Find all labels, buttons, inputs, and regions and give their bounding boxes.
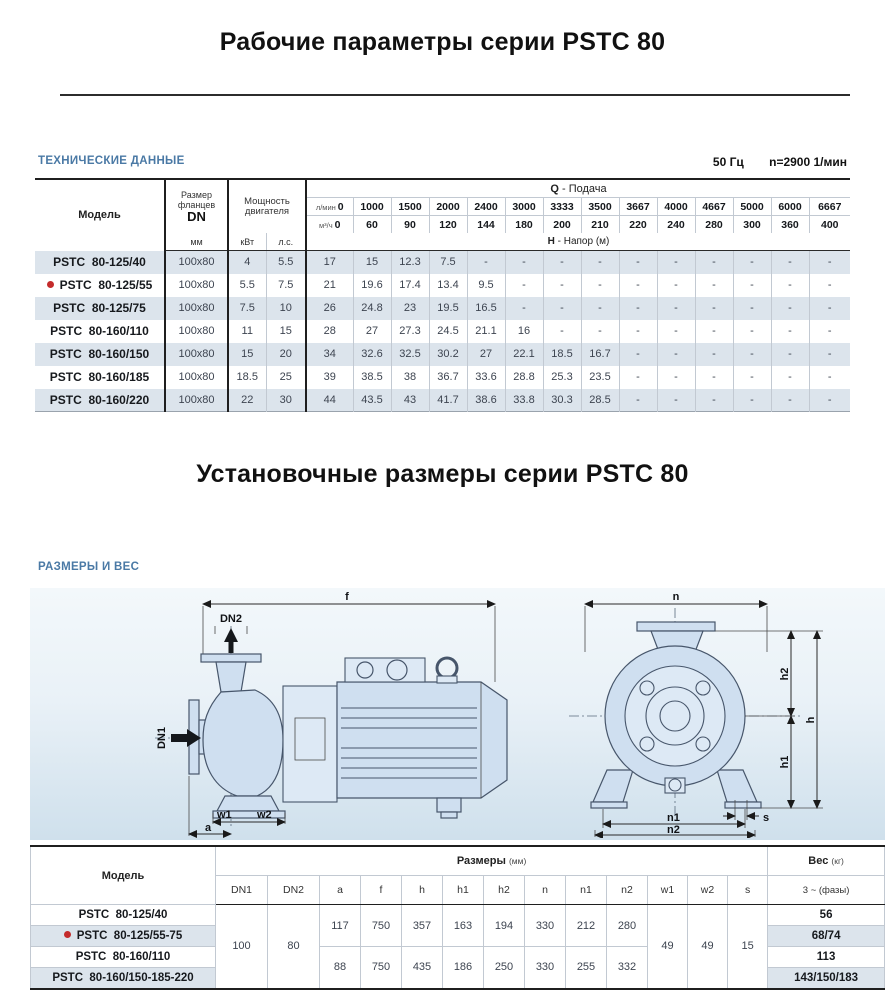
flow-lmin-cell: 3333 (543, 198, 581, 216)
head-value-cell: - (771, 389, 809, 412)
model-name-cell (35, 274, 165, 297)
head-value-cell: 7.5 (429, 251, 467, 274)
head-value-cell: 43 (391, 389, 429, 412)
sizes-title: Размеры (456, 855, 506, 867)
h2-value: 194 (484, 905, 525, 947)
head-value-cell: - (657, 320, 695, 343)
dim-label-n1: n1 (667, 812, 680, 824)
flange-dn-value: 100x80 (165, 320, 228, 343)
head-value-cell: 41.7 (429, 389, 467, 412)
dim-col-header: s (728, 876, 768, 905)
power-kw-value: 11 (228, 320, 266, 343)
title-divider-line (60, 94, 850, 96)
model-name: PSTC 80-160/220 (49, 392, 150, 407)
head-value-cell: 19.6 (353, 274, 391, 297)
technical-data-heading: ТЕХНИЧЕСКИЕ ДАННЫЕ (38, 155, 185, 167)
pump-model-row (35, 389, 850, 412)
pump-drawings-panel (30, 588, 885, 840)
head-value-cell: - (543, 274, 581, 297)
model-name-cell (31, 926, 216, 947)
head-value-cell: 38.5 (353, 366, 391, 389)
pump-model-row (35, 366, 850, 389)
flow-lmin-cell: 6667 (809, 198, 850, 216)
pump-side-view-drawing (145, 590, 515, 838)
dimensions-weight-heading: РАЗМЕРЫ И ВЕС (38, 561, 140, 573)
weight-unit: (кг) (831, 856, 844, 866)
head-value-cell: 26 (306, 297, 353, 320)
head-value-cell: 17.4 (391, 274, 429, 297)
h1-value: 186 (443, 947, 484, 989)
weight-value: 68/74 (768, 926, 885, 947)
head-value-cell: 9.5 (467, 274, 505, 297)
flange-dn-value: 100x80 (165, 389, 228, 412)
dn1-value: 100 (216, 905, 268, 989)
dim-label-a: a (205, 822, 212, 834)
head-value-cell: 39 (306, 366, 353, 389)
pump-model-row (35, 274, 850, 297)
h-head-header (306, 233, 850, 251)
flow-lmin-cell: 4667 (695, 198, 733, 216)
head-value-cell: - (695, 297, 733, 320)
model-name-cell (31, 968, 216, 989)
head-value-cell: - (657, 366, 695, 389)
head-value-cell: - (619, 297, 657, 320)
dim-col-header: DN2 (268, 876, 320, 905)
flow-lmin-cell: 3667 (619, 198, 657, 216)
head-value-cell: 24.5 (429, 320, 467, 343)
power-kw-value: 5.5 (228, 274, 266, 297)
head-value-cell: - (619, 389, 657, 412)
suction-flow-arrow-icon (171, 734, 187, 742)
flow-m3h-cell: 90 (391, 216, 429, 234)
head-value-cell: 33.6 (467, 366, 505, 389)
head-value-cell: - (733, 274, 771, 297)
sizes-header (216, 846, 768, 876)
head-value-cell: - (657, 389, 695, 412)
lifting-eye-icon (437, 658, 457, 678)
q-symbol: Q (550, 182, 559, 195)
h1-value: 163 (443, 905, 484, 947)
head-value-cell: - (619, 343, 657, 366)
head-value-cell: 38 (391, 366, 429, 389)
w1-value: 49 (648, 905, 688, 989)
power-kw-value: 22 (228, 389, 266, 412)
flow-m3h-cell: 240 (657, 216, 695, 234)
head-value-cell: 13.4 (429, 274, 467, 297)
dim-col-header: n2 (607, 876, 648, 905)
model-name: PSTC 80-125/55 (59, 278, 153, 292)
f-value: 750 (361, 905, 402, 947)
model-name-cell (31, 905, 216, 926)
flow-lmin-cell: 2400 (467, 198, 505, 216)
power-hp-value: 5.5 (266, 251, 306, 274)
flow-lmin-cell: 6000 (771, 198, 809, 216)
head-value-cell: - (581, 274, 619, 297)
head-value-cell: 16.7 (581, 343, 619, 366)
dim-col-header: f (361, 876, 402, 905)
h-value: 435 (402, 947, 443, 989)
a-value: 117 (320, 905, 361, 947)
head-value-cell: 15 (353, 251, 391, 274)
dim-label-s: s (763, 812, 770, 824)
head-value-cell: 16 (505, 320, 543, 343)
head-value-cell: 23.5 (581, 366, 619, 389)
flow-m3h-cell: 280 (695, 216, 733, 234)
head-value-cell: 19.5 (429, 297, 467, 320)
power-hp-value: 30 (266, 389, 306, 412)
power-kw-value: 4 (228, 251, 266, 274)
head-value-cell: 44 (306, 389, 353, 412)
head-value-cell: - (619, 366, 657, 389)
flow-lmin-cell: 1500 (391, 198, 429, 216)
h-symbol: H (547, 236, 555, 247)
model-name-cell (35, 389, 165, 412)
flow-m3h-cell (306, 216, 353, 234)
model-name: PSTC 80-160/150-185-220 (52, 971, 194, 984)
flow-unit-label: м³/ч (319, 220, 333, 230)
flange-dn-value: 100x80 (165, 366, 228, 389)
model-name: PSTC 80-160/150 (49, 347, 150, 361)
flange-dn-value: 100x80 (165, 251, 228, 274)
flow-m3h-cell: 144 (467, 216, 505, 234)
model-name: PSTC 80-125/40 (78, 909, 168, 921)
head-value-cell: 18.5 (543, 343, 581, 366)
dim-col-header: n (525, 876, 566, 905)
flow-m3h-cell: 180 (505, 216, 543, 234)
head-value-cell: - (733, 251, 771, 274)
head-value-cell: - (733, 366, 771, 389)
power-hp-label: л.с. (266, 233, 306, 251)
marked-dot-icon (47, 281, 54, 288)
page-title-performance: Рабочие параметры серии PSTC 80 (219, 28, 666, 56)
dimensions-weight-table (30, 845, 885, 990)
frequency-value: 50 Гц (712, 155, 744, 169)
head-value-cell: - (809, 274, 850, 297)
head-value-cell: - (619, 320, 657, 343)
weight-value: 113 (768, 947, 885, 968)
head-value-cell: - (809, 297, 850, 320)
head-value-cell: - (809, 366, 850, 389)
head-value-cell: - (543, 251, 581, 274)
n2-value: 280 (607, 905, 648, 947)
head-value-cell: 36.7 (429, 366, 467, 389)
head-value-cell: 25.3 (543, 366, 581, 389)
flow-lmin-cell: 5000 (733, 198, 771, 216)
flow-value: 0 (337, 200, 344, 213)
dim-label-f: f (345, 591, 349, 603)
flow-unit-label: л/мин (315, 202, 336, 212)
head-value-cell: - (695, 366, 733, 389)
head-value-cell: - (695, 389, 733, 412)
flange-unit-label: мм (165, 233, 228, 251)
head-value-cell: - (543, 297, 581, 320)
power-kw-value: 15 (228, 343, 266, 366)
head-value-cell: - (581, 297, 619, 320)
page-title-dimensions: Установочные размеры серии PSTC 80 (196, 460, 689, 488)
f-value: 750 (361, 947, 402, 989)
head-value-cell: - (733, 389, 771, 412)
power-hp-value: 7.5 (266, 274, 306, 297)
power-kw-value: 7.5 (228, 297, 266, 320)
marked-dot-icon (64, 931, 71, 938)
head-value-cell: 32.6 (353, 343, 391, 366)
dim-label-n2: n2 (667, 824, 680, 836)
pump-front-view-drawing (555, 590, 855, 838)
model-name-cell (35, 297, 165, 320)
col-header-model-2: Модель (31, 846, 216, 905)
head-value-cell: 27 (467, 343, 505, 366)
model-name-cell (31, 947, 216, 968)
head-value-cell: - (467, 251, 505, 274)
head-value-cell: - (809, 320, 850, 343)
flange-dn-value: 100x80 (165, 274, 228, 297)
head-value-cell: - (695, 320, 733, 343)
dim-label-w1: w1 (217, 809, 232, 821)
s-value: 15 (728, 905, 768, 989)
n-value: 330 (525, 947, 566, 989)
head-value-cell: 38.6 (467, 389, 505, 412)
flow-m3h-cell: 400 (809, 216, 850, 234)
w2-value: 49 (688, 905, 728, 989)
dim-col-header: w1 (648, 876, 688, 905)
h2-value: 250 (484, 947, 525, 989)
weight-value: 143/150/183 (768, 968, 885, 989)
pump-model-row (35, 251, 850, 274)
head-value-cell: - (581, 251, 619, 274)
dim-col-header: h (402, 876, 443, 905)
technical-data-table (35, 178, 850, 412)
head-value-cell: 23 (391, 297, 429, 320)
flow-m3h-cell: 210 (581, 216, 619, 234)
head-value-cell: - (505, 251, 543, 274)
dim-col-header: n1 (566, 876, 607, 905)
head-value-cell: 28 (306, 320, 353, 343)
head-value-cell: 24.8 (353, 297, 391, 320)
dimension-model-row (31, 905, 885, 926)
model-name-cell (35, 366, 165, 389)
speed-value: n=2900 1/мин (769, 155, 847, 169)
flow-lmin-cell: 3500 (581, 198, 619, 216)
frequency-speed-info (691, 155, 847, 169)
weight-title: Вес (808, 855, 829, 867)
flow-m3h-cell: 300 (733, 216, 771, 234)
head-value-cell: - (695, 251, 733, 274)
head-value-cell: - (619, 251, 657, 274)
flow-value: 0 (334, 218, 341, 231)
dim-col-header: DN1 (216, 876, 268, 905)
head-value-cell: - (657, 297, 695, 320)
head-value-cell: 22.1 (505, 343, 543, 366)
h-value: 357 (402, 905, 443, 947)
head-value-cell: - (809, 389, 850, 412)
head-value-cell: - (695, 343, 733, 366)
head-value-cell: 28.5 (581, 389, 619, 412)
pump-model-row (35, 343, 850, 366)
model-name: PSTC 80-125/40 (53, 255, 146, 269)
head-value-cell: - (657, 274, 695, 297)
weight-header (768, 846, 885, 876)
flow-m3h-cell: 200 (543, 216, 581, 234)
head-value-cell: - (581, 320, 619, 343)
head-value-cell: - (809, 251, 850, 274)
sizes-unit: (мм) (508, 856, 527, 866)
head-value-cell: - (771, 274, 809, 297)
discharge-flow-arrow-icon (224, 628, 238, 653)
head-value-cell: 12.3 (391, 251, 429, 274)
dim-label-h1: h1 (779, 755, 791, 769)
head-value-cell: - (505, 274, 543, 297)
model-name-cell (35, 320, 165, 343)
flange-size-label: Размер фланцев (177, 190, 216, 210)
n1-value: 255 (566, 947, 607, 989)
head-value-cell: - (809, 343, 850, 366)
head-value-cell: 32.5 (391, 343, 429, 366)
flow-lmin-cell: 3000 (505, 198, 543, 216)
model-name-cell (35, 251, 165, 274)
head-value-cell: 27.3 (391, 320, 429, 343)
dim-col-header: a (320, 876, 361, 905)
flange-dn-value: 100x80 (165, 343, 228, 366)
head-value-cell: - (771, 366, 809, 389)
flow-lmin-cell (306, 198, 353, 216)
flow-lmin-cell: 1000 (353, 198, 391, 216)
head-value-cell: - (771, 320, 809, 343)
head-value-cell: - (619, 274, 657, 297)
flow-lmin-cell: 4000 (657, 198, 695, 216)
flange-dn-value: 100x80 (165, 297, 228, 320)
head-value-cell: 21 (306, 274, 353, 297)
dim-col-header: h2 (484, 876, 525, 905)
h-caption: - Напор (м) (554, 236, 610, 247)
flow-m3h-cell: 220 (619, 216, 657, 234)
n-value: 330 (525, 905, 566, 947)
head-value-cell: - (733, 297, 771, 320)
col-header-flange (165, 179, 228, 233)
dim-col-header: w2 (688, 876, 728, 905)
head-value-cell: 21.1 (467, 320, 505, 343)
dim-label-dn2: DN2 (219, 613, 243, 625)
head-value-cell: 30.2 (429, 343, 467, 366)
head-value-cell: 27 (353, 320, 391, 343)
dn2-value: 80 (268, 905, 320, 989)
head-value-cell: - (771, 343, 809, 366)
weight-value: 56 (768, 905, 885, 926)
flow-m3h-cell: 60 (353, 216, 391, 234)
flow-m3h-cell: 360 (771, 216, 809, 234)
head-value-cell: - (657, 343, 695, 366)
n2-value: 332 (607, 947, 648, 989)
flow-m3h-cell: 120 (429, 216, 467, 234)
n1-value: 212 (566, 905, 607, 947)
head-value-cell: - (733, 320, 771, 343)
model-name: PSTC 80-125/75 (53, 301, 146, 315)
model-name: PSTC 80-125/55-75 (76, 930, 183, 942)
model-name: PSTC 80-160/185 (49, 370, 150, 384)
head-value-cell: - (543, 320, 581, 343)
head-value-cell: 30.3 (543, 389, 581, 412)
dim-col-header: h1 (443, 876, 484, 905)
dim-label-dn1: DN1 (156, 726, 168, 750)
head-value-cell: 28.8 (505, 366, 543, 389)
q-flow-header (306, 179, 850, 198)
col-header-power: Мощность двигателя (228, 179, 306, 233)
flow-lmin-cell: 2000 (429, 198, 467, 216)
power-hp-value: 10 (266, 297, 306, 320)
power-kw-value: 18.5 (228, 366, 266, 389)
dim-label-h: h (805, 716, 817, 724)
head-value-cell: - (695, 274, 733, 297)
flange-dn-label: DN (187, 209, 206, 224)
head-value-cell: - (657, 251, 695, 274)
head-value-cell: - (505, 297, 543, 320)
dim-label-h2: h2 (779, 667, 791, 681)
head-value-cell: 33.8 (505, 389, 543, 412)
power-hp-value: 25 (266, 366, 306, 389)
head-value-cell: 16.5 (467, 297, 505, 320)
head-value-cell: 17 (306, 251, 353, 274)
a-value: 88 (320, 947, 361, 989)
pump-model-row (35, 297, 850, 320)
head-value-cell: - (771, 297, 809, 320)
dim-label-w2: w2 (257, 809, 272, 821)
pump-model-row (35, 320, 850, 343)
weight-sub-header: 3 ~ (фазы) (768, 876, 885, 905)
head-value-cell: 43.5 (353, 389, 391, 412)
head-value-cell: 34 (306, 343, 353, 366)
power-hp-value: 15 (266, 320, 306, 343)
model-name: PSTC 80-160/110 (75, 951, 171, 963)
col-header-model: Модель (78, 209, 121, 222)
model-name: PSTC 80-160/110 (50, 324, 149, 338)
head-value-cell: - (771, 251, 809, 274)
power-kw-label: кВт (228, 233, 266, 251)
head-value-cell: - (733, 343, 771, 366)
power-hp-value: 20 (266, 343, 306, 366)
model-name-cell (35, 343, 165, 366)
dim-label-n: n (672, 591, 680, 603)
q-caption: - Подача (558, 182, 607, 195)
